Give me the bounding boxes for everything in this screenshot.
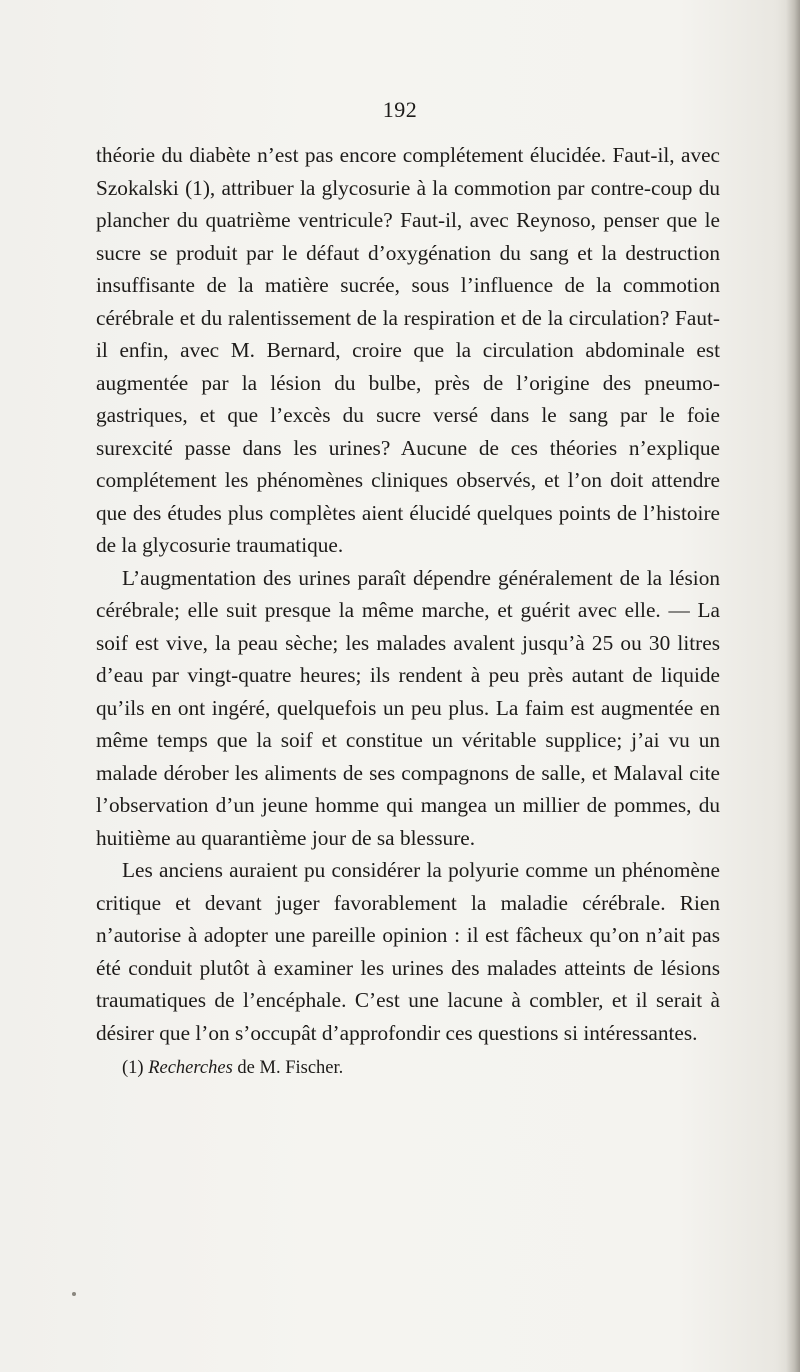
footnote-title: Recherches — [148, 1058, 233, 1078]
body-text — [96, 139, 720, 1049]
footnote-text: de M. Fischer. — [237, 1058, 344, 1078]
paper-speck — [72, 1292, 76, 1296]
paragraph-3: Les anciens auraient pu considérer la polyurie comme un phénomène critique et devant juger favorablement la maladie cérébrale. Rien n’autorise à adopter une pareille opinion : il est fâcheux qu’on n’ait pas été conduit plutôt à examiner les urines des malades atteints de lésions traumatiques de l’encéphale. C’est une lacune à combler, et il serait à désirer que l’on s’occupât d’approfondir ces questions si intéressantes. — [96, 858, 720, 1045]
paragraph-1: théorie du diabète n’est pas encore complétement élucidée. Faut-il, avec Szokalski (1), attribuer la glycosurie à la commotion par contre-coup du plancher du quatrième ventricule? Faut-il, avec Reynoso, penser que le sucre se produit par le défaut d’oxygénation du sang et la destruction insuffisante de la matière sucrée, sous l’influence de la commotion cérébrale et du ralentissement de la respiration et de la circulation? Faut-il enfin, avec M. Bernard, croire que la circulation abdominale est augmentée par la lésion du bulbe, près de l’origine des pneumo-gastriques, et que l’excès du sucre versé dans le sang par le foie surexcité passe dans les urines? Aucune de ces théories n’explique complétement les phénomènes cliniques observés, et l’on doit attendre que des études plus complètes aient élucidé quelques points de l’histoire de la glycosurie traumatique. — [96, 143, 720, 557]
footnote — [122, 1055, 343, 1081]
footnote-marker: (1) — [122, 1058, 144, 1078]
page-edge-shadow — [786, 0, 800, 1372]
page-number: 192 — [382, 97, 418, 122]
paragraph-2: L’augmentation des urines paraît dépendre généralement de la lésion cérébrale; elle suit presque la même marche, et guérit avec elle. — La soif est vive, la peau sèche; les malades avalent jusqu’à 25 ou 30 litres d’eau par vingt-quatre heures; ils rendent à peu près autant de liquide qu’ils en ont ingéré, quelquefois un peu plus. La faim est augmentée en même temps que la soif et constitue un véritable supplice; j’ai vu un malade dérober les aliments de ses compagnons de salle, et Malaval cite l’observation d’un jeune homme qui mangea un millier de pommes, du huitième au quarantième jour de sa blessure. — [96, 565, 720, 850]
